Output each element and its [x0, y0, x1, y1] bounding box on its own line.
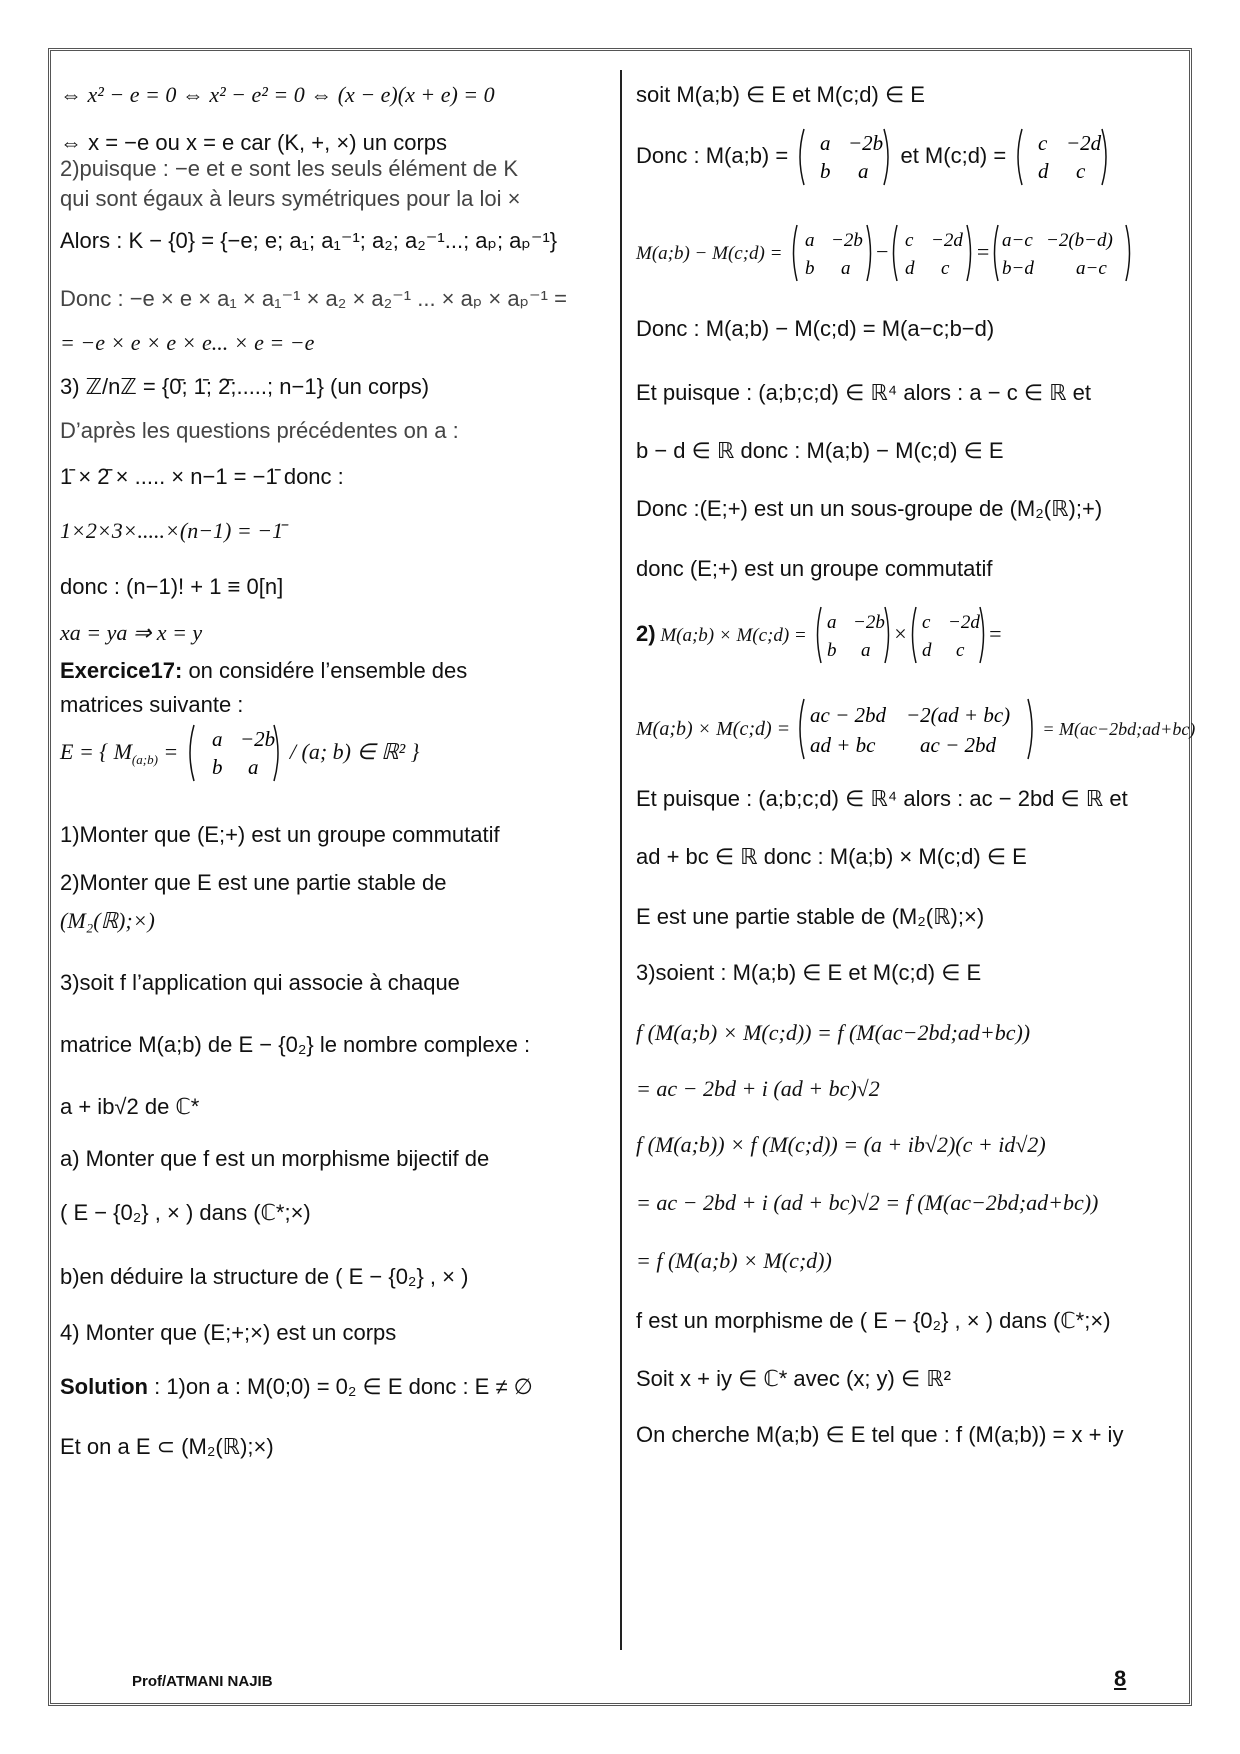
page-number: 8	[1114, 1666, 1127, 1691]
r9-label: 2)	[636, 620, 656, 646]
r-f-multiply: f (M(a;b)) × f (M(c;d)) = (a + ib√2)(c + id√2)	[636, 1132, 1046, 1157]
svg-text:b: b	[826, 640, 837, 661]
r-real-2: b − d ∈ ℝ donc : M(a;b) − M(c;d) ∈ E	[636, 438, 1004, 463]
set-lhs: E = { M	[60, 738, 132, 764]
r-matrices	[636, 126, 1112, 188]
wilson-product-2: 1×2×3×.....×(n−1) = −1̄	[60, 518, 284, 543]
svg-text:−2d: −2d	[931, 230, 964, 251]
svg-text:d: d	[1038, 159, 1049, 183]
question-b: b)en déduire la structure de ( E − {0₂} , × )	[60, 1264, 469, 1289]
m-cell: −2b	[239, 727, 275, 751]
r-product: 2) M(a;b) × M(c;d) = a −2b b a × c −2d d c =	[636, 604, 1003, 666]
matrix-ab	[794, 126, 894, 188]
r-morphism: f est un morphisme de ( E − {0₂} , × ) dans (ℂ*;×)	[636, 1308, 1111, 1333]
wilson-product: 1̄ × 2̄ × ..... × n−1 = −1̄ donc :	[60, 464, 344, 489]
svg-text:c: c	[1038, 131, 1048, 155]
set-matrix	[184, 722, 284, 784]
r-real-3: Et puisque : (a;b;c;d) ∈ ℝ⁴ alors : ac − 2bd ∈ ℝ et	[636, 786, 1128, 811]
svg-text:a: a	[820, 131, 831, 155]
product-result: = −e × e × e × e... × e = −e	[60, 330, 315, 355]
svg-text:b: b	[804, 258, 815, 279]
r-product-result	[636, 696, 1195, 762]
svg-text:ad + bc: ad + bc	[810, 733, 876, 757]
question-3-value: a + ib√2 de ℂ*	[60, 1094, 200, 1119]
equivalence-line: ⇔ x² − e = 0 ⇔ x² − e² = 0 ⇔ (x − e)(x + e) = 0	[60, 82, 495, 107]
r10-post: = M(ac−2bd;ad+bc)	[1042, 718, 1196, 739]
question-a: a) Monter que f est un morphisme bijectif de	[60, 1146, 490, 1171]
svg-text:a: a	[840, 258, 851, 279]
r-f-equal: = ac − 2bd + i (ad + bc)√2 = f (M(ac−2bd;ad+bc))	[636, 1190, 1099, 1215]
svg-text:c: c	[1076, 159, 1086, 183]
r-let-2: 3)soient : M(a;b) ∈ E et M(c;d) ∈ E	[636, 960, 982, 985]
question-3-cont: matrice M(a;b) de E − {0₂} le nombre complexe :	[60, 1032, 531, 1057]
zn-field: 3) ℤ/nℤ = {0̄; 1̄; 2̄;.....; n−1} (un corps)	[60, 374, 430, 399]
question-1: 1)Monter que (E;+) est un groupe commutatif	[60, 822, 500, 847]
set-decomposition: Alors : K − {0} = {−e; e; a₁; a₁⁻¹; a₂; a₂⁻¹...; aₚ; aₚ⁻¹}	[60, 228, 558, 253]
exercise-label: Exercice17:	[60, 658, 183, 683]
r-subgroup: Donc :(E;+) est un un sous-groupe de (M₂(ℝ);+)	[636, 496, 1103, 521]
svg-text:a−c: a−c	[1076, 258, 1108, 279]
r2-mid: et M(c;d) =	[900, 142, 1007, 168]
q2-statement-cont: qui sont égaux à leurs symétriques pour la loi ×	[60, 186, 521, 211]
matrix-cd	[1012, 126, 1112, 188]
diff-m2	[889, 222, 975, 284]
prod-m2	[908, 604, 988, 666]
svg-text:−2b: −2b	[852, 612, 885, 633]
svg-text:−2(ad + bc): −2(ad + bc)	[906, 703, 1011, 727]
svg-text:ac − 2bd: ac − 2bd	[920, 733, 997, 757]
svg-text:a: a	[826, 612, 837, 633]
prod-result	[796, 696, 1036, 762]
svg-text:−2d: −2d	[1066, 131, 1102, 155]
r-diff-result: Donc : M(a;b) − M(c;d) = M(a−c;b−d)	[636, 316, 995, 341]
svg-text:−2(b−d): −2(b−d)	[1046, 230, 1114, 251]
column-divider	[620, 70, 622, 1650]
set-definition: E = { $M_{(a;b)}$ = a −2b b a / (a; b) ∈ ℝ² }	[60, 722, 419, 784]
exercise-title	[60, 658, 467, 684]
r-commutative: donc (E;+) est un groupe commutatif	[636, 556, 993, 581]
r3-pre: M(a;b) − M(c;d) =	[636, 242, 783, 264]
set-matrix-svg	[184, 722, 284, 784]
svg-text:b: b	[820, 159, 831, 183]
exercise-intro-cont: matrices suivante :	[60, 692, 244, 717]
question-a-cont: ( E − {0₂} , × ) dans (ℂ*;×)	[60, 1200, 311, 1225]
roots-line: ⇔ x = −e ou x = e car (K, +, ×) un corps	[60, 130, 448, 155]
cancellation: xa = ya ⇒ x = y	[60, 620, 203, 645]
svg-text:−2d: −2d	[947, 612, 980, 633]
svg-text:c: c	[955, 640, 965, 661]
r-search: On cherche M(a;b) ∈ E tel que : f (M(a;b)) = x + iy	[636, 1422, 1124, 1447]
previous-questions: D’après les questions précédentes on a :	[60, 418, 459, 443]
solution-text: : 1)on a : M(0;0) = 0₂ ∈ E donc : E ≠ ∅	[147, 1374, 533, 1399]
svg-text:ac − 2bd: ac − 2bd	[810, 703, 887, 727]
q2-statement: 2)puisque : −e et e sont les seuls élément de K	[60, 156, 519, 181]
m-cell: a	[211, 727, 223, 751]
solution-start	[60, 1374, 533, 1400]
prod-m1	[813, 604, 893, 666]
r-f-final: = f (M(a;b) × M(c;d))	[636, 1248, 832, 1273]
svg-text:−2b: −2b	[848, 131, 884, 155]
r-real-4: ad + bc ∈ ℝ donc : M(a;b) × M(c;d) ∈ E	[636, 844, 1027, 869]
r-real-1: Et puisque : (a;b;c;d) ∈ ℝ⁴ alors : a − c ∈ ℝ et	[636, 380, 1091, 405]
svg-text:d: d	[921, 640, 932, 661]
svg-text:d: d	[905, 258, 915, 279]
diff-m1	[789, 222, 875, 284]
author-footer: Prof/ATMANI NAJIB	[132, 1673, 273, 1690]
svg-text:a: a	[860, 640, 871, 661]
svg-text:a: a	[858, 159, 869, 183]
inclusion-line: Et on a E ⊂ (M₂(ℝ);×)	[60, 1434, 274, 1459]
svg-text:c: c	[921, 612, 931, 633]
svg-text:c: c	[941, 258, 950, 279]
question-3: 3)soit f l’application qui associe à chaque	[60, 970, 460, 995]
svg-text:−2b: −2b	[830, 230, 863, 251]
r-f-value: = ac − 2bd + i (ad + bc)√2	[636, 1076, 880, 1101]
r10-pre: M(a;b) × M(c;d) =	[636, 717, 791, 740]
diff-result	[990, 222, 1134, 284]
r-let: soit M(a;b) ∈ E et M(c;d) ∈ E	[636, 82, 925, 107]
set-rhs: / (a; b) ∈ ℝ² }	[289, 738, 420, 764]
r-f-product: f (M(a;b) × M(c;d)) = f (M(ac−2bd;ad+bc))	[636, 1020, 1031, 1045]
product-line: Donc : −e × e × a₁ × a₁⁻¹ × a₂ × a₂⁻¹ ... × aₚ × aₚ⁻¹ =	[60, 286, 567, 311]
r-stable: E est une partie stable de (M₂(ℝ);×)	[636, 904, 985, 929]
solution-label: Solution	[60, 1374, 148, 1399]
svg-text:b−d: b−d	[1002, 258, 1035, 279]
exercise-intro: on considére l’ensemble des	[182, 658, 468, 683]
svg-text:c: c	[905, 230, 914, 251]
set-sub: (a;b)	[131, 752, 158, 768]
r2-pre: Donc : M(a;b) =	[636, 142, 789, 168]
m-cell: a	[247, 755, 259, 779]
question-4: 4) Monter que (E;+;×) est un corps	[60, 1320, 397, 1345]
question-2: 2)Monter que E est une partie stable de	[60, 870, 447, 895]
svg-text:a−c: a−c	[1002, 230, 1034, 251]
r-complex: Soit x + iy ∈ ℂ* avec (x; y) ∈ ℝ²	[636, 1366, 952, 1391]
wilson-theorem: donc : (n−1)! + 1 ≡ 0[n]	[60, 574, 284, 599]
question-2-cont: (M₂(ℝ);×)	[60, 908, 155, 933]
svg-text:a: a	[804, 230, 815, 251]
r-difference: M(a;b) − M(c;d) = a −2b b a − c −2d d c = a−c −2(b−d) b−d a−c	[636, 222, 1134, 284]
m-cell: b	[211, 755, 223, 779]
r9-pre: M(a;b) × M(c;d) =	[655, 624, 807, 646]
